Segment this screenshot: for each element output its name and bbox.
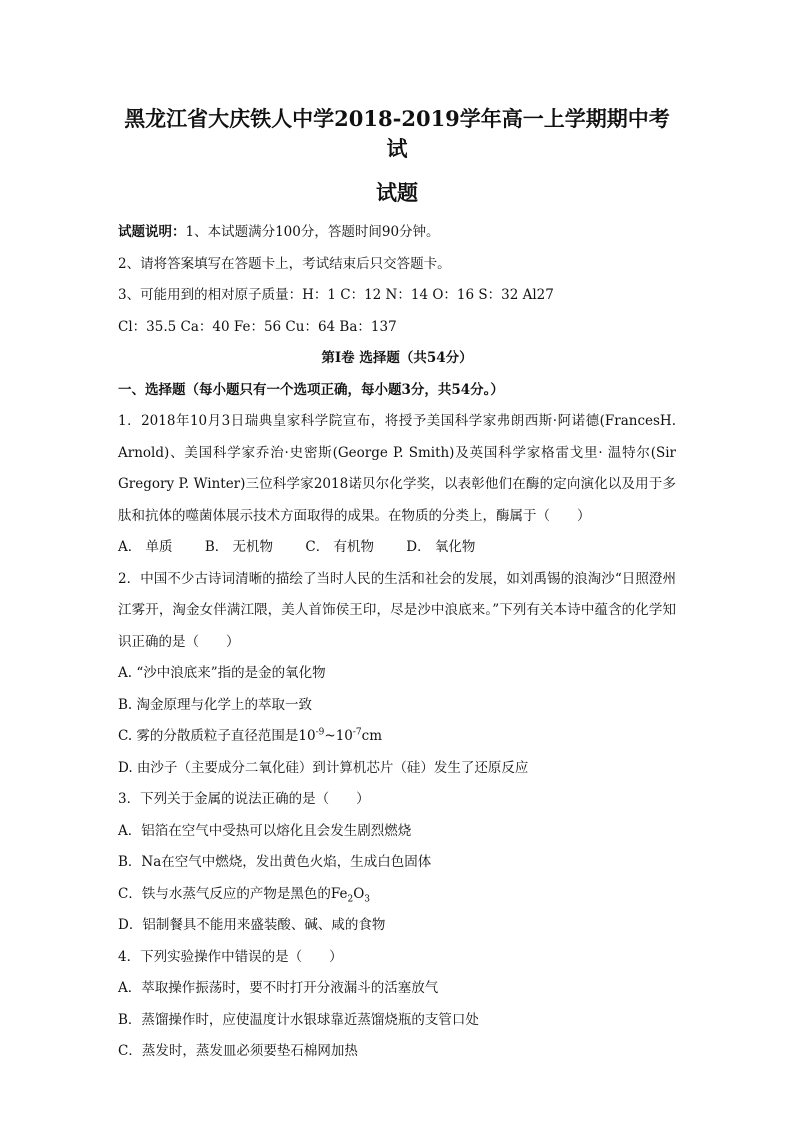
document-title-line2: 试题	[376, 180, 418, 205]
question-3-option-b: B．Na在空气中燃烧，发出黄色火焰，生成白色固体	[118, 854, 432, 870]
question-2-option-c-unit: cm	[361, 728, 383, 744]
question-2-option-c-text: C. 雾的分散质粒子直径范围是10	[118, 728, 316, 744]
document-title: 黑龙江省大庆铁人中学2018-2019学年高一上学期期中考试	[124, 106, 670, 161]
question-4-option-a: A．萃取操作振荡时，要不时打开分液漏斗的活塞放气	[118, 980, 439, 996]
instructions-item-3b: Cl：35.5 Ca：40 Fe：56 Cu：64 Ba：137	[118, 318, 397, 335]
question-1-stem: 1．2018年10月3日瑞典皇家科学院宣布，将授予美国科学家弗朗西斯·阿诺德(FrancesH. Arnold)、美国科学家乔治·史密斯(George P. Smith)及英国科学家格雷戈里· 温特尔(Sir Gregory P. Winter)三位科学家2018诺贝尔化学奖，以表彰他们在酶的定向演化以及用于多肽和抗体的噬菌体展示技术方面取得的成果。在物质的分类上，酶属于（ ）	[118, 413, 676, 524]
instructions-line-1	[118, 217, 676, 249]
question-3-option-d: D．铝制餐具不能用来盛装酸、碱、咸的食物	[118, 917, 386, 933]
instructions-item-3: 3、可能用到的相对原子质量：H：1 C：12 N：14 O：16 S：32 Al27	[118, 287, 554, 303]
instructions-label: 试题说明：	[118, 224, 186, 240]
question-2-option-c	[118, 721, 676, 753]
question-1-options	[118, 532, 676, 564]
question-2-option-c-mid: ~10	[324, 728, 353, 744]
question-1-option-b: B． 无机物	[204, 539, 274, 555]
question-2-option-c-exponent-1: -9	[315, 727, 325, 738]
question-2-stem: 2．中国不少古诗词清晰的描绘了当时人民的生活和社会的发展，如刘禹锡的浪淘沙“日照澄州江雾开，淘金女伴满江隈，美人首饰侯王印，尽是沙中浪底来。”下列有关本诗中蕴含的化学知识正确的是（ ）	[118, 570, 676, 650]
question-4-option-c: C．蒸发时，蒸发皿必须要垫石棉网加热	[118, 1043, 358, 1059]
question-3-stem: 3．下列关于金属的说法正确的是（ ）	[118, 791, 370, 807]
question-3-option-c-text: C．铁与水蒸气反应的产物是黑色的Fe	[118, 885, 348, 902]
question-2-option-a: A. “沙中浪底来”指的是金的氧化物	[118, 665, 326, 681]
question-2-option-d: D. 由沙子（主要成分二氧化硅）到计算机芯片（硅）发生了还原反应	[118, 759, 529, 776]
question-3-option-c	[118, 879, 676, 911]
question-3-option-c-mid: O	[353, 885, 365, 902]
section-title: 第Ⅰ卷 选择题（共54分）	[321, 350, 473, 366]
part-heading: 一、选择题（每小题只有一个选项正确，每小题3分，共54分。）	[118, 381, 504, 398]
instructions-item-1: 1、本试题满分100分，答题时间90分钟。	[185, 224, 440, 240]
question-3-option-c-subscript-1: 2	[347, 894, 354, 905]
question-2-option-c-exponent-2: -7	[352, 727, 362, 738]
instructions-item-2: 2、请将答案填写在答题卡上，考试结束后只交答题卡。	[118, 255, 451, 272]
question-4-option-b: B．蒸馏操作时，应使温度计水银球靠近蒸馏烧瓶的支管口处	[118, 1011, 479, 1028]
question-1-option-d: D． 氧化物	[406, 539, 476, 555]
question-3-option-a: A．铝箔在空气中受热可以熔化且会发生剧烈燃烧	[118, 822, 412, 839]
question-1-option-c: C． 有机物	[305, 539, 374, 555]
question-4-stem: 4．下列实验操作中错误的是（ ）	[118, 948, 343, 965]
question-1-option-a: A． 单质	[118, 539, 173, 555]
question-2-option-b: B. 淘金原理与化学上的萃取一致	[118, 696, 313, 713]
question-3-option-c-subscript-2: 3	[364, 894, 370, 905]
